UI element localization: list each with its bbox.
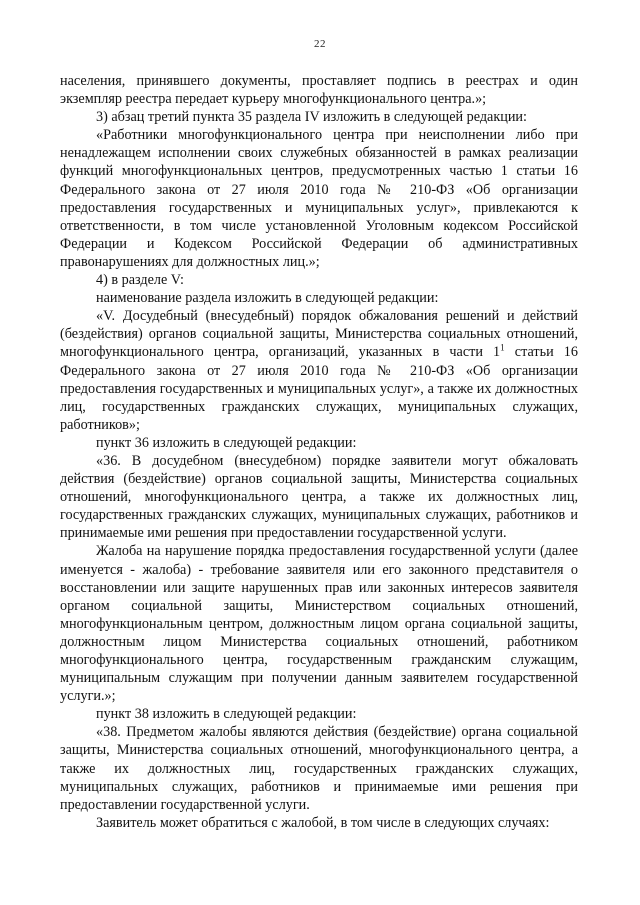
paragraph: пункт 36 изложить в следующей редакции: xyxy=(96,434,357,451)
paragraph-with-footnote xyxy=(60,307,578,434)
paragraph: «Работники многофункционального центра при неисполнении либо при ненадлежащем исполнении своих служебных обязанностей в рамках реализации функций многофункциональных центров, предусмотренных частью 1 статьи 16 Федерального закона от 27 июля 2010 года № 210-ФЗ «Об организации предоставления государственных и муниципальных услуг», привлекаются к ответственности, в том числе установленной Уголовным кодексом Российской Федерации и Кодексом Российской Федерации об административных правонарушениях для должностных лиц.»; xyxy=(60,127,578,270)
paragraph: наименование раздела изложить в следующей редакции: xyxy=(96,290,439,307)
document-body xyxy=(60,72,578,832)
paragraph: Жалоба на нарушение порядка предоставления государственной услуги (далее именуется - жалоба) - требование заявителя или его законного представителя о восстановлении или защите нарушенных прав или законных интересов заявителя органом социальной защиты, Министерством социальных отношений, многофункциональным центром, должностным лицом органа социальной защиты, должностным лицом Министерства социальных отношений, работником многофункционального центра, государственным гражданским служащим, муниципальным служащим при получении данным заявителем государственной услуги.»; xyxy=(60,543,578,705)
paragraph: 4) в разделе V: xyxy=(96,272,184,289)
paragraph-text: статьи 16 Федерального закона от 27 июля 2010 года № 210-ФЗ «Об организации предоставления государственных и муниципальных услуг», а также их должностных лиц, государственных гражданских служащих, муниципальных служащих, работников»; xyxy=(60,344,578,433)
paragraph: населения, принявшего документы, проставляет подпись в реестрах и один экземпляр реестра передает курьеру многофункционального центра.»; xyxy=(60,73,578,108)
paragraph: «38. Предметом жалобы являются действия (бездействие) органа социальной защиты, Министерства социальных отношений, многофункционального центра, а также их должностных лиц, государственных гражданских служащих, муниципальных служащих, работников и принимаемые ими решения при предоставлении государственной услуги. xyxy=(60,724,578,813)
paragraph: «36. В досудебном (внесудебном) порядке заявители могут обжаловать действия (бездействие) органов социальной защиты, Министерства социальных отношений, многофункционального центра, а также их должностных лиц, государственных гражданских служащих, муниципальных служащих, работников и принимаемые ими решения при предоставлении государственной услуги. xyxy=(60,452,578,542)
paragraph: 3) абзац третий пункта 35 раздела IV изложить в следующей редакции: xyxy=(96,109,527,126)
paragraph: пункт 38 изложить в следующей редакции: xyxy=(96,706,357,723)
paragraph: Заявитель может обратиться с жалобой, в том числе в следующих случаях: xyxy=(96,814,550,831)
paragraph-text: «V. Досудебный (внесудебный) порядок обжалования решений и действий (бездействия) органов социальной защиты, Министерства социальных отношений, многофункционального центра, организаций, указанных в части 1 xyxy=(60,308,578,361)
superscript-reference: 1 xyxy=(500,342,505,353)
page-number: 22 xyxy=(314,38,326,50)
